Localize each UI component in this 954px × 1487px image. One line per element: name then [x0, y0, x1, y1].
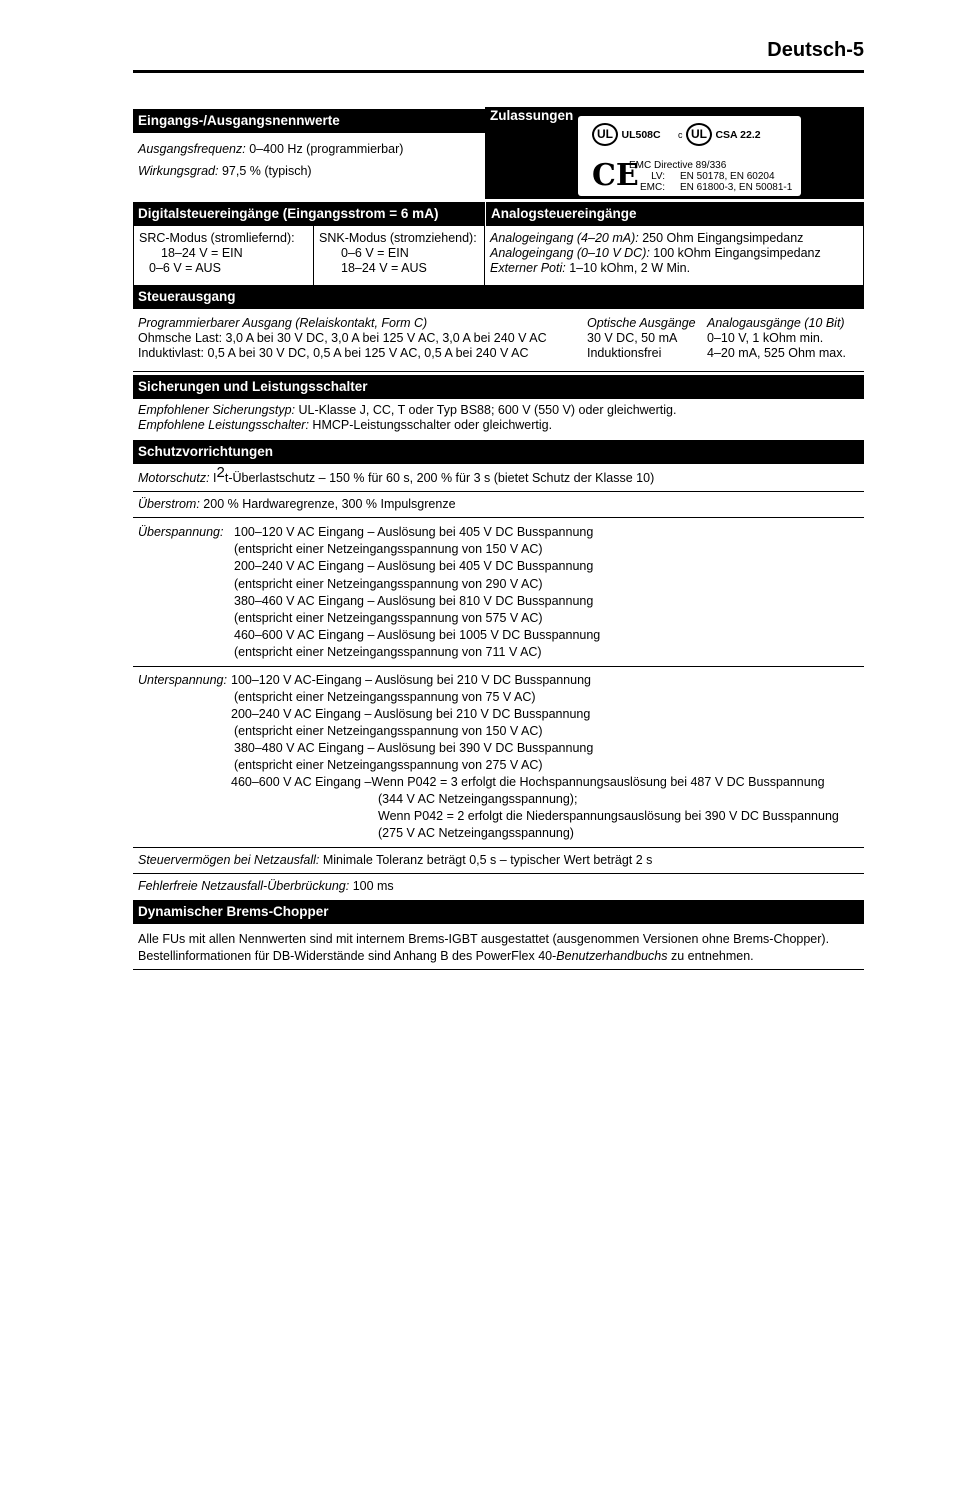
- undervoltage: Unterspannung: 100–120 V AC-Eingang – Auslösung bei 210 V DC Busspannung (entspricht einer Netzeingangsspannung von 75 V AC) 200–240 V AC Eingang – Auslösung bei 210 V DC Busspannung (entspricht einer Netzeingangsspannung von 150 V AC) 380–480 V AC Eingang – Auslösung bei 390 V DC Busspannung (entspricht einer Netzeingangsspannung von 275 V AC) 460–600 V AC Eingang –Wenn P042 = 3 erfolgt die Hochspannungsauslösung bei 487 V DC Busspannung (344 V AC Netzeingangsspannung); Wenn P042 = 2 erfolgt die Niederspannungsauslösung bei 390 V DC Busspannung (275 V AC Netzeingangsspannung): [133, 667, 864, 848]
- overvoltage-line: 380–460 V AC Eingang – Auslösung bei 810 V DC Busspannung: [234, 593, 594, 608]
- overvoltage-line: (entspricht einer Netzeingangsspannung von 711 V AC): [234, 645, 542, 660]
- overvoltage-line: 460–600 V AC Eingang – Auslösung bei 1005 V DC Busspannung: [234, 628, 601, 643]
- analog-inputs-header: Analogsteuereingänge: [485, 202, 864, 226]
- io-ratings-section: [133, 107, 485, 199]
- undervoltage-line: Wenn P042 = 2 erfolgt die Niederspannungsauslösung bei 390 V DC Busspannung: [378, 809, 839, 824]
- page-header: [133, 38, 864, 73]
- digital-inputs-header: Digitalsteuereingänge (Eingangsstrom = 6 mA): [133, 202, 485, 226]
- undervoltage-line: 200–240 V AC Eingang – Auslösung bei 210 V DC Busspannung: [231, 706, 591, 721]
- undervoltage-lines: [138, 672, 859, 843]
- overvoltage-line: 200–240 V AC Eingang – Auslösung bei 405 V DC Busspannung: [234, 559, 594, 574]
- overvoltage: Überspannung: 100–120 V AC Eingang – Auslösung bei 405 V DC Busspannung (entspricht einer Netzeingangsspannung von 150 V AC) 200–240 V AC Eingang – Auslösung bei 405 V DC Busspannung (entspricht einer Netzeingangsspannung von 290 V AC) 380–460 V AC Eingang – Auslösung bei 810 V DC Busspannung (entspricht einer Netzeingangsspannung von 575 V AC) 460–600 V AC Eingang – Auslösung bei 1005 V DC Busspannung (entspricht einer Netzeingangsspannung von 711 V AC): [133, 518, 864, 667]
- control-output-row: [133, 309, 864, 372]
- ce-mark-icon: CE: [592, 158, 639, 193]
- undervoltage-line: 100–120 V AC-Eingang – Auslösung bei 210 V DC Busspannung: [231, 672, 591, 687]
- ride-through: Steuervermögen bei Netzausfall: Minimale Toleranz beträgt 0,5 s – typischer Wert beträgt 2 s: [133, 848, 864, 874]
- overcurrent: Überstrom: 200 % Hardwaregrenze, 300 % Impulsgrenze: [133, 492, 864, 518]
- undervoltage-line: (entspricht einer Netzeingangsspannung von 75 V AC): [234, 689, 536, 704]
- page-title: Deutsch-5: [767, 39, 864, 61]
- undervoltage-line: (entspricht einer Netzeingangsspannung von 150 V AC): [234, 723, 543, 738]
- output-frequency: Ausgangsfrequenz: 0–400 Hz (programmierbar): [138, 142, 404, 156]
- brake-header: Dynamischer Brems-Chopper: [133, 900, 864, 924]
- undervoltage-line: 460–600 V AC Eingang –Wenn P042 = 3 erfolgt die Hochspannungsauslösung bei 487 V DC Busspannung: [231, 775, 825, 790]
- emc-directive: EMC Directive 89/336 LV: EN 50178, EN 60204 EMC: EN 61800-3, EN 50081-1: [629, 160, 793, 193]
- overvoltage-line: (entspricht einer Netzeingangsspannung von 290 V AC): [234, 576, 543, 591]
- approvals-header: Zulassungen: [490, 108, 574, 123]
- motor-protection: Motorschutz: $I^2t$-Überlastschutz – 150 % für 60 s, 200 % für 3 s (bietet Schutz der Klasse 10): [133, 464, 864, 492]
- overvoltage-line: (entspricht einer Netzeingangsspannung von 150 V AC): [234, 542, 543, 557]
- overvoltage-line: 100–120 V AC Eingang – Auslösung bei 405 V DC Busspannung: [234, 525, 594, 539]
- programmable-output: Programmierbarer Ausgang (Relaiskontakt, Form C) Ohmsche Last: 3,0 A bei 30 V DC, 3,0 A bei 125 V AC, 3,0 A bei 240 V AC Induktivlast: 0,5 A bei 30 V DC, 0,5 A bei 125 V AC, 0,5 A bei 240 V AC: [138, 316, 547, 360]
- fuses-row: Empfohlener Sicherungstyp: UL-Klasse J, CC, T oder Typ BS88; 600 V (550 V) oder gleichwertig. Empfohlene Leistungsschalter: HMCP-Leistungsschalter oder gleichwertig.: [138, 403, 677, 432]
- undervoltage-line: 380–480 V AC Eingang – Auslösung bei 390 V DC Busspannung: [234, 741, 594, 755]
- undervoltage-line: (entspricht einer Netzeingangsspannung von 275 V AC): [234, 758, 543, 773]
- snk-mode: SNK-Modus (stromziehend): 0–6 V = EIN 18–24 V = AUS: [314, 226, 485, 285]
- certification-logos: UL UL508C c UL CSA 22.2 CE EMC Directive 89/336 LV: EN 50178, EN 60204 EMC: EN 61800-3, EN 50081-1: [578, 116, 801, 196]
- protection-header: Schutzvorrichtungen: [133, 440, 864, 464]
- control-output-header: Steuerausgang: [133, 285, 864, 309]
- src-mode: SRC-Modus (stromliefernd): 18–24 V = EIN 0–6 V = AUS: [133, 226, 314, 285]
- approvals-section: [485, 107, 864, 199]
- csa-label: CSA 22.2: [715, 128, 761, 141]
- undervoltage-line: (275 V AC Netzeingangsspannung): [378, 826, 574, 841]
- cul-listed-icon: UL: [686, 123, 712, 146]
- io-approvals-row: [133, 107, 864, 199]
- fuses-header: Sicherungen und Leistungsschalter: [133, 375, 864, 399]
- faultless-ride-through: Fehlerfreie Netzausfall-Überbrückung: 100 ms: [138, 878, 394, 893]
- analog-outputs: Analogausgänge (10 Bit) 0–10 V, 1 kOhm min. 4–20 mA, 525 Ohm max.: [707, 316, 846, 360]
- brake-row: Alle FUs mit allen Nennwerten sind mit internem Brems-IGBT ausgestattet (ausgenommen Versionen ohne Brems-Chopper). Bestellinformationen für DB-Widerstände sind Anhang B des PowerFlex 40-Benutzerhandbuchs zu entnehmen.: [133, 924, 864, 970]
- overvoltage-lines: [138, 524, 859, 662]
- io-ratings-header: Eingangs-/Ausgangsnennwerte: [133, 109, 485, 133]
- ul-listed-icon: UL: [592, 123, 618, 146]
- overvoltage-line: (entspricht einer Netzeingangsspannung von 575 V AC): [234, 611, 543, 626]
- inputs-header-row: [133, 202, 864, 226]
- header-rule: [133, 70, 864, 73]
- undervoltage-line: (344 V AC Netzeingangsspannung);: [378, 792, 578, 807]
- opto-outputs: Optische Ausgänge 30 V DC, 50 mA Induktionsfrei: [587, 316, 696, 360]
- efficiency: Wirkungsgrad: 97,5 % (typisch): [138, 164, 312, 178]
- specifications-table: [133, 107, 864, 970]
- inputs-row: [133, 226, 864, 285]
- ul508c-label: UL508C: [621, 128, 661, 141]
- analog-inputs: Analogeingang (4–20 mA): 250 Ohm Eingangsimpedanz Analogeingang (0–10 V DC): 100 kOhm Eingangsimpedanz Externer Poti: 1–10 kOhm, 2 W Min.: [485, 226, 864, 285]
